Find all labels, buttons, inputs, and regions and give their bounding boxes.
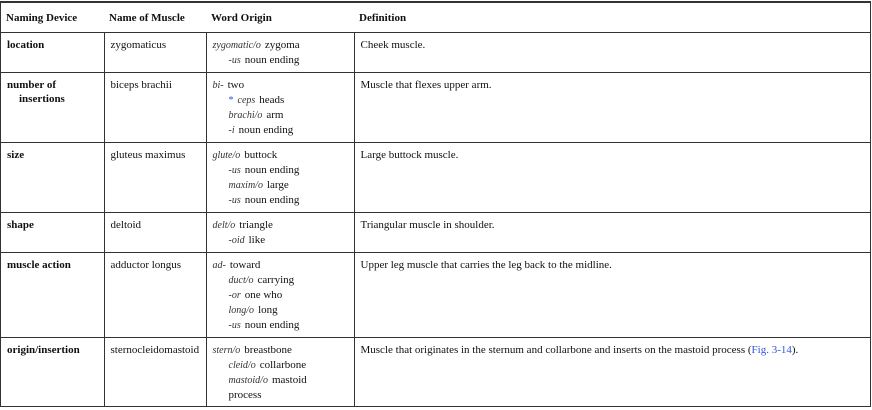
definition-cell bbox=[354, 213, 871, 253]
word-root: maxim/o bbox=[228, 180, 263, 191]
word-root: -i bbox=[228, 125, 235, 136]
word-meaning: large bbox=[266, 179, 289, 191]
table-row bbox=[1, 73, 871, 143]
word-meaning: zygoma bbox=[264, 39, 300, 51]
word-origin-cell bbox=[206, 338, 354, 407]
word-root: -us bbox=[228, 55, 241, 66]
naming-device-cell bbox=[1, 253, 105, 338]
definition-end: ). bbox=[791, 344, 799, 356]
asterisk-marker: * bbox=[228, 95, 234, 106]
word-meaning: noun ending bbox=[244, 164, 300, 176]
word-root: bi- bbox=[212, 80, 224, 91]
word-meaning: long bbox=[258, 304, 278, 316]
table-row bbox=[1, 338, 871, 407]
definition-text bbox=[361, 218, 865, 232]
word-part bbox=[213, 218, 348, 233]
naming-device-cell bbox=[1, 338, 105, 407]
word-root: glute/o bbox=[212, 150, 241, 161]
word-origin-cell bbox=[206, 253, 354, 338]
header-row bbox=[1, 2, 871, 33]
word-meaning: one who bbox=[244, 289, 283, 301]
table-row bbox=[1, 143, 871, 213]
definition-text bbox=[361, 38, 865, 52]
word-part bbox=[213, 38, 348, 53]
word-meaning: mastoid bbox=[271, 374, 307, 386]
definition-text bbox=[361, 78, 865, 92]
muscle-name-cell: gluteus maximus bbox=[104, 143, 206, 213]
word-part bbox=[213, 193, 348, 208]
word-part bbox=[213, 163, 348, 178]
word-root: -us bbox=[228, 320, 241, 331]
word-origin-cell bbox=[206, 33, 354, 73]
table-row bbox=[1, 253, 871, 338]
word-root: delt/o bbox=[212, 220, 236, 231]
naming-device: location bbox=[7, 39, 45, 51]
word-meaning: like bbox=[248, 234, 266, 246]
word-root: stern/o bbox=[212, 345, 241, 356]
figure-link[interactable]: Fig. 3-14 bbox=[751, 344, 792, 356]
word-root: ad- bbox=[212, 260, 226, 271]
word-meaning: noun ending bbox=[244, 54, 300, 66]
word-root: ceps bbox=[237, 95, 256, 106]
word-part bbox=[213, 303, 348, 318]
header-word-origin: Word Origin bbox=[206, 2, 354, 33]
naming-device-cell bbox=[1, 213, 105, 253]
word-meaning: triangle bbox=[239, 219, 273, 231]
header-definition: Definition bbox=[354, 2, 871, 33]
word-part bbox=[213, 288, 348, 303]
word-root: zygomatic/o bbox=[212, 40, 261, 51]
muscle-name-cell: sternocleidomastoid bbox=[104, 338, 206, 407]
table-row bbox=[1, 33, 871, 73]
definition: Upper leg muscle that carries the leg back to the midline. bbox=[360, 259, 612, 271]
word-meaning: noun ending bbox=[238, 124, 294, 136]
muscle-name-cell: adductor longus bbox=[104, 253, 206, 338]
word-part bbox=[213, 78, 348, 93]
definition-cell bbox=[354, 33, 871, 73]
word-meaning: heads bbox=[259, 94, 285, 106]
word-part bbox=[213, 358, 348, 373]
word-part bbox=[213, 178, 348, 193]
word-origin-cell bbox=[206, 73, 354, 143]
word-meaning: toward bbox=[229, 259, 261, 271]
naming-device: muscle action bbox=[7, 259, 71, 271]
word-root: mastoid/o bbox=[228, 375, 268, 386]
word-meaning: breastbone bbox=[244, 344, 292, 356]
header-name-of-muscle: Name of Muscle bbox=[104, 2, 206, 33]
word-origin-cell bbox=[206, 143, 354, 213]
naming-device-cell bbox=[1, 73, 105, 143]
muscle-name-cell: deltoid bbox=[104, 213, 206, 253]
definition: Large buttock muscle. bbox=[360, 149, 459, 161]
word-part bbox=[213, 273, 348, 288]
word-part bbox=[213, 318, 348, 333]
word-origin-cell bbox=[206, 213, 354, 253]
naming-device: origin/insertion bbox=[7, 344, 80, 356]
word-meaning: noun ending bbox=[244, 194, 300, 206]
word-meaning: noun ending bbox=[244, 319, 300, 331]
word-part bbox=[213, 233, 348, 248]
word-part bbox=[213, 123, 348, 138]
word-root: -us bbox=[228, 195, 241, 206]
definition: Muscle that flexes upper arm. bbox=[360, 79, 492, 91]
word-meaning: buttock bbox=[244, 149, 278, 161]
naming-device: insertions bbox=[19, 93, 65, 105]
header-naming-device: Naming Device bbox=[1, 2, 105, 33]
definition-cell bbox=[354, 73, 871, 143]
word-root: -us bbox=[228, 165, 241, 176]
definition-cell bbox=[354, 143, 871, 213]
naming-device-cell bbox=[1, 33, 105, 73]
word-part bbox=[213, 258, 348, 273]
definition-cell bbox=[354, 338, 871, 407]
naming-device-cell bbox=[1, 143, 105, 213]
word-meaning: two bbox=[227, 79, 245, 91]
word-root: brachi/o bbox=[228, 110, 263, 121]
definition-text bbox=[361, 258, 865, 272]
word-part bbox=[213, 343, 348, 358]
word-part bbox=[213, 53, 348, 68]
word-meaning: collarbone bbox=[259, 359, 307, 371]
word-root: -oid bbox=[228, 235, 245, 246]
word-meaning: arm bbox=[266, 109, 284, 121]
muscle-name-cell: zygomaticus bbox=[104, 33, 206, 73]
naming-device: number of bbox=[7, 79, 56, 91]
muscle-naming-table bbox=[0, 1, 871, 407]
word-part bbox=[213, 93, 348, 108]
word-root: cleid/o bbox=[228, 360, 256, 371]
naming-device: size bbox=[7, 149, 25, 161]
word-part bbox=[213, 108, 348, 123]
word-root: -or bbox=[228, 290, 241, 301]
muscle-name-cell: biceps brachii bbox=[104, 73, 206, 143]
word-meaning: process bbox=[228, 389, 262, 401]
word-part bbox=[213, 373, 348, 388]
definition: Triangular muscle in shoulder. bbox=[360, 219, 495, 231]
definition: Cheek muscle. bbox=[360, 39, 426, 51]
definition-text bbox=[361, 343, 865, 357]
naming-device: shape bbox=[7, 219, 34, 231]
word-root: duct/o bbox=[228, 275, 254, 286]
definition: Muscle that originates in the sternum and collarbone and inserts on the mastoid process ( bbox=[360, 344, 752, 356]
table-row bbox=[1, 213, 871, 253]
word-part bbox=[213, 148, 348, 163]
word-part bbox=[213, 388, 348, 402]
definition-cell bbox=[354, 253, 871, 338]
word-meaning: carrying bbox=[257, 274, 295, 286]
word-root: long/o bbox=[228, 305, 255, 316]
definition-text bbox=[361, 148, 865, 162]
